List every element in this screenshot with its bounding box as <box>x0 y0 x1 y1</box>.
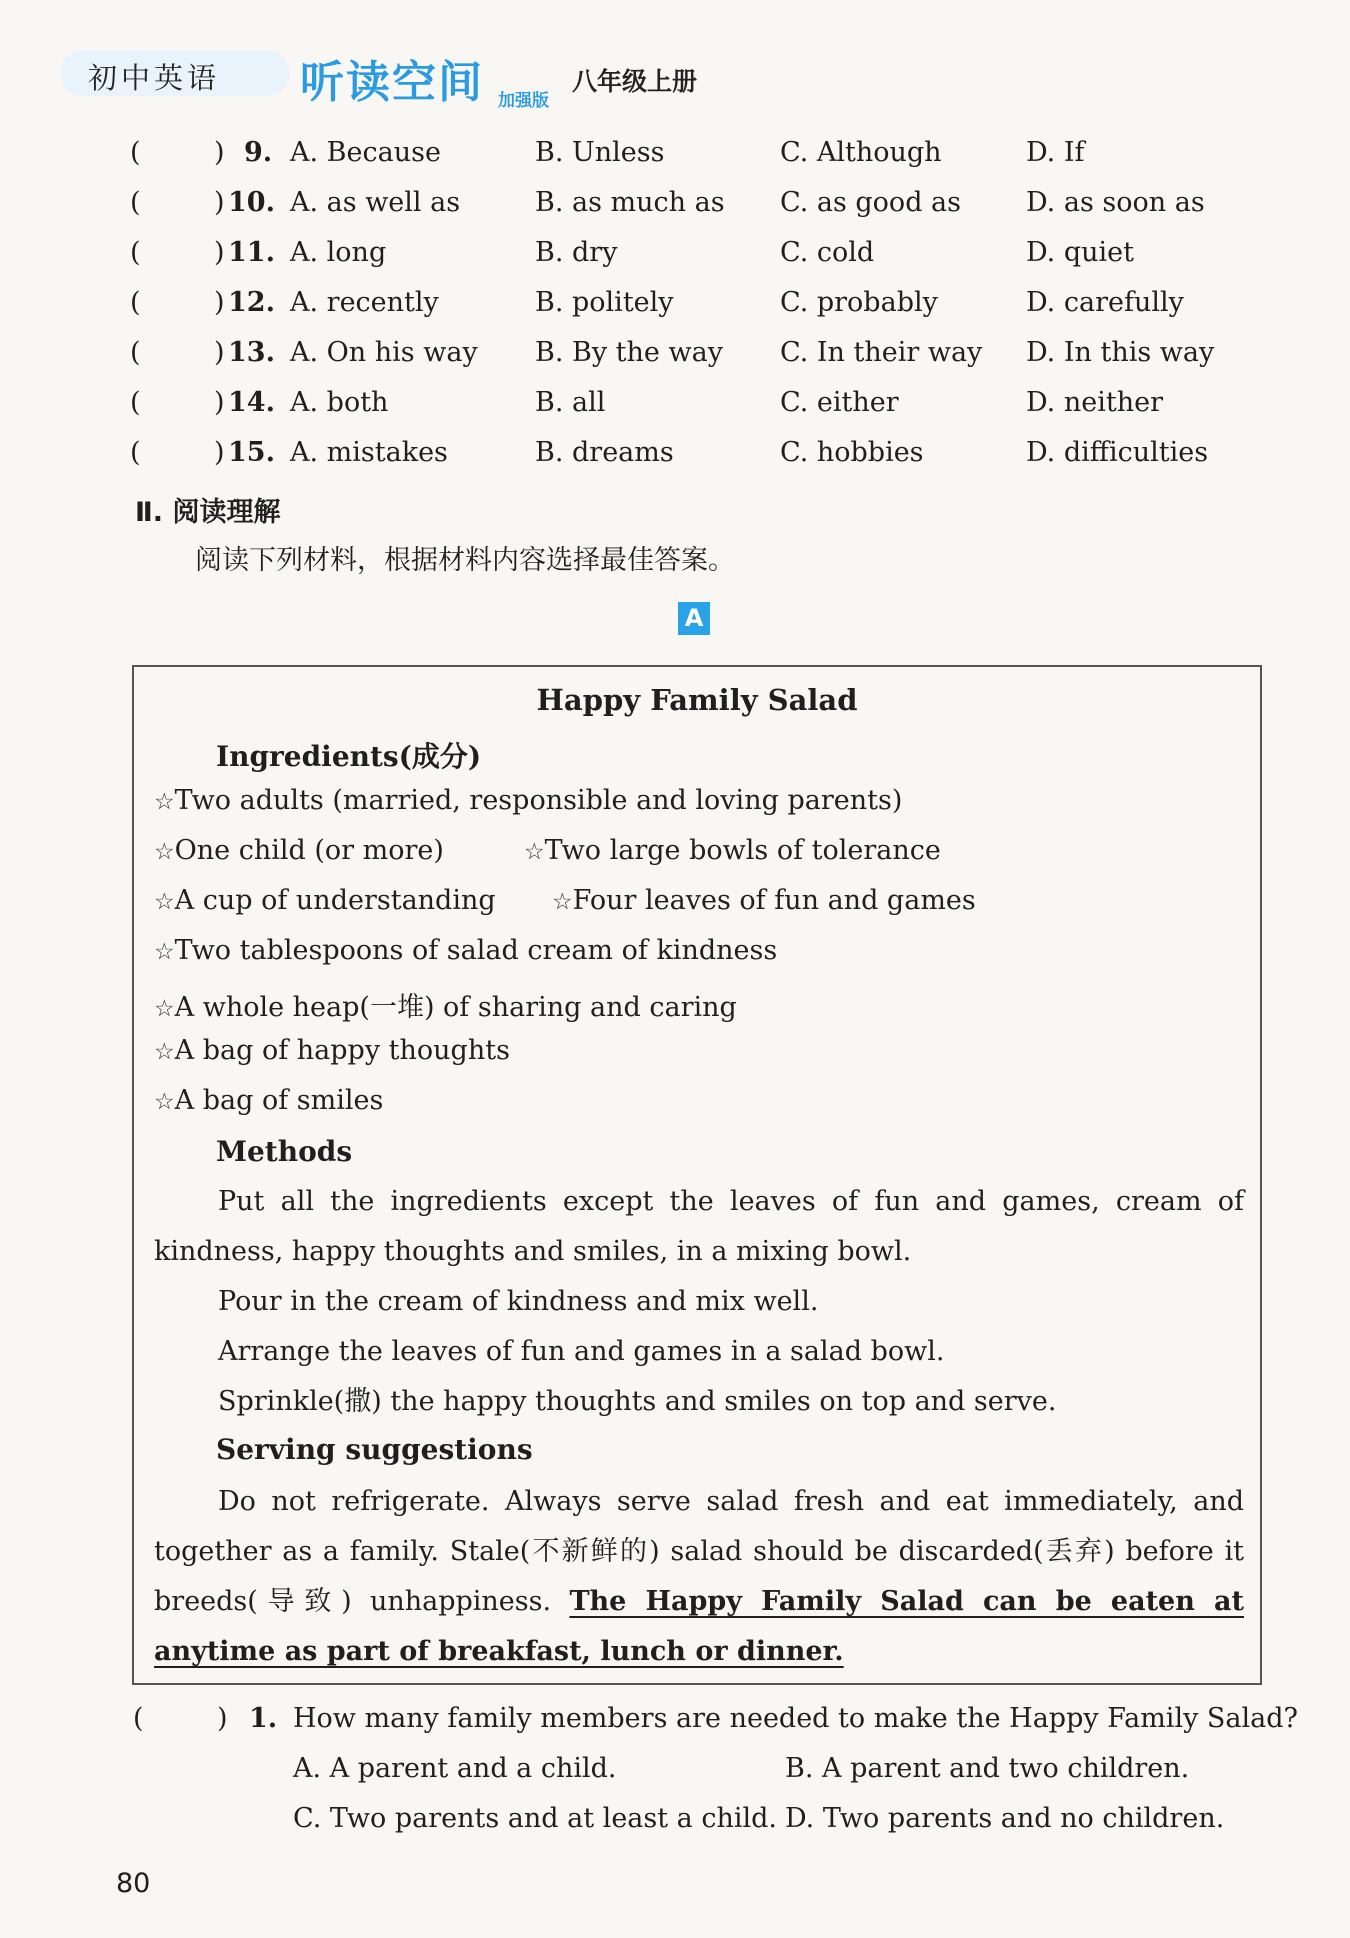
edition-label: 加强版 <box>498 91 549 111</box>
question-number: 9. <box>244 137 273 168</box>
star-icon: ☆ <box>154 996 175 1022</box>
option-c: C. In their way <box>780 337 983 368</box>
answer-paren-close: ) <box>214 187 225 218</box>
option-row <box>130 387 1230 427</box>
question-number: 11. <box>228 237 275 268</box>
option-d: D. neither <box>1026 387 1163 418</box>
option-c: C. hobbies <box>780 437 924 468</box>
ingredient-item: ☆A bag of happy thoughts <box>154 1035 510 1066</box>
option-a: A. On his way <box>290 337 478 368</box>
ingredient-item: ☆Two adults (married, responsible and loving parents) <box>154 785 903 816</box>
answer-paren-close: ) <box>214 387 225 418</box>
question-number: 10. <box>228 187 275 218</box>
question-number: 15. <box>228 437 275 468</box>
option-row <box>130 237 1230 277</box>
option-b: B. By the way <box>535 337 723 368</box>
option-d: D. quiet <box>1026 237 1134 268</box>
option-a: A. recently <box>290 287 439 318</box>
option-d: D. In this way <box>1026 337 1215 368</box>
method-step: Arrange the leaves of fun and games in a salad bowl. <box>218 1336 945 1367</box>
answer-paren-open: ( <box>130 387 141 418</box>
grade-label: 八年级上册 <box>572 67 698 96</box>
option-c: C. Although <box>780 137 942 168</box>
option-row <box>130 287 1230 327</box>
option-row <box>130 187 1230 227</box>
underlined-sentence: The Happy Family Salad can be eaten at anytime as part of breakfast, lunch or dinner. <box>154 1586 1244 1667</box>
question-number: 12. <box>228 287 275 318</box>
passage-badge: A <box>678 602 710 635</box>
method-step: Pour in the cream of kindness and mix well. <box>218 1286 819 1317</box>
serving-heading: Serving suggestions <box>216 1433 533 1466</box>
series-logo: 听读空间 <box>300 57 484 108</box>
methods-heading: Methods <box>216 1135 353 1168</box>
answer-paren-open: ( <box>130 187 141 218</box>
option-c: C. either <box>780 387 899 418</box>
book-title: 初中英语 <box>88 61 221 95</box>
option-d: D. carefully <box>1026 287 1184 318</box>
option-row <box>130 137 1230 177</box>
ingredient-item: ☆One child (or more) <box>154 835 444 866</box>
option-c: C. Two parents and at least a child. <box>293 1803 778 1834</box>
method-step: Sprinkle(撒) the happy thoughts and smiles on top and serve. <box>218 1386 1057 1417</box>
option-d: D. difficulties <box>1026 437 1209 468</box>
ingredient-item: ☆Two tablespoons of salad cream of kindness <box>154 935 778 966</box>
star-icon: ☆ <box>154 839 175 865</box>
option-b: B. Unless <box>535 137 665 168</box>
ingredient-item: ☆A whole heap(一堆) of sharing and caring <box>154 992 737 1023</box>
option-b: B. dry <box>535 237 618 268</box>
ingredients-heading: Ingredients(成分) <box>216 740 482 773</box>
star-icon: ☆ <box>154 939 175 965</box>
option-a: A. Because <box>290 137 441 168</box>
option-d: D. as soon as <box>1026 187 1205 218</box>
page-number: 80 <box>116 1868 151 1899</box>
ingredient-item: ☆A cup of understanding <box>154 885 496 916</box>
section-instruction: 阅读下列材料，根据材料内容选择最佳答案。 <box>195 545 735 576</box>
star-icon: ☆ <box>154 1089 175 1115</box>
ingredient-item: ☆Four leaves of fun and games <box>552 885 976 916</box>
option-row <box>130 437 1230 477</box>
option-d: D. Two parents and no children. <box>785 1803 1225 1834</box>
answer-paren-close: ) <box>217 1703 228 1734</box>
answer-paren-close: ) <box>214 437 225 468</box>
serving-paragraph <box>154 1477 1244 1677</box>
answer-paren-open: ( <box>130 337 141 368</box>
option-c: C. as good as <box>780 187 962 218</box>
star-icon: ☆ <box>552 889 573 915</box>
answer-paren-open: ( <box>130 287 141 318</box>
star-icon: ☆ <box>154 1039 175 1065</box>
answer-paren-open: ( <box>130 437 141 468</box>
answer-paren-open: ( <box>130 137 141 168</box>
question-number: 14. <box>228 387 275 418</box>
question-1 <box>133 1703 1298 1853</box>
recipe-title: Happy Family Salad <box>536 683 858 717</box>
option-c: C. probably <box>780 287 938 318</box>
recipe-box <box>132 665 1262 1685</box>
ingredient-item: ☆A bag of smiles <box>154 1085 384 1116</box>
answer-paren-open: ( <box>133 1703 144 1734</box>
question-number: 1. <box>249 1703 278 1734</box>
option-a: A. both <box>290 387 389 418</box>
option-b: B. all <box>535 387 606 418</box>
option-c: C. cold <box>780 237 875 268</box>
option-a: A. as well as <box>290 187 461 218</box>
answer-paren-close: ) <box>214 287 225 318</box>
ingredient-item: ☆Two large bowls of tolerance <box>524 835 941 866</box>
answer-paren-open: ( <box>130 237 141 268</box>
option-row <box>130 337 1230 377</box>
star-icon: ☆ <box>154 889 175 915</box>
section-title: Ⅱ. 阅读理解 <box>135 497 281 528</box>
star-icon: ☆ <box>154 789 175 815</box>
option-b: B. as much as <box>535 187 725 218</box>
option-b: B. dreams <box>535 437 674 468</box>
option-b: B. A parent and two children. <box>785 1753 1190 1784</box>
page-header <box>60 40 700 120</box>
answer-paren-close: ) <box>214 237 225 268</box>
question-stem: How many family members are needed to make the Happy Family Salad? <box>293 1703 1298 1734</box>
question-number: 13. <box>228 337 275 368</box>
option-a: A. long <box>290 237 387 268</box>
method-step: Put all the ingredients except the leaves of fun and games, cream of kindness, happy thoughts and smiles, in a mixing bowl. <box>154 1186 1244 1267</box>
option-b: B. politely <box>535 287 674 318</box>
option-d: D. If <box>1026 137 1085 168</box>
answer-paren-close: ) <box>214 137 225 168</box>
answer-paren-close: ) <box>214 337 225 368</box>
serving-text: Do not refrigerate. Always serve salad fresh and eat immediately, and together as a family. Stale(不新鲜的) salad should be discarded(丢弃) before it breeds(导致) unhappiness. <box>154 1486 1244 1617</box>
star-icon: ☆ <box>524 839 545 865</box>
option-a: A. mistakes <box>290 437 448 468</box>
option-a: A. A parent and a child. <box>293 1753 617 1784</box>
